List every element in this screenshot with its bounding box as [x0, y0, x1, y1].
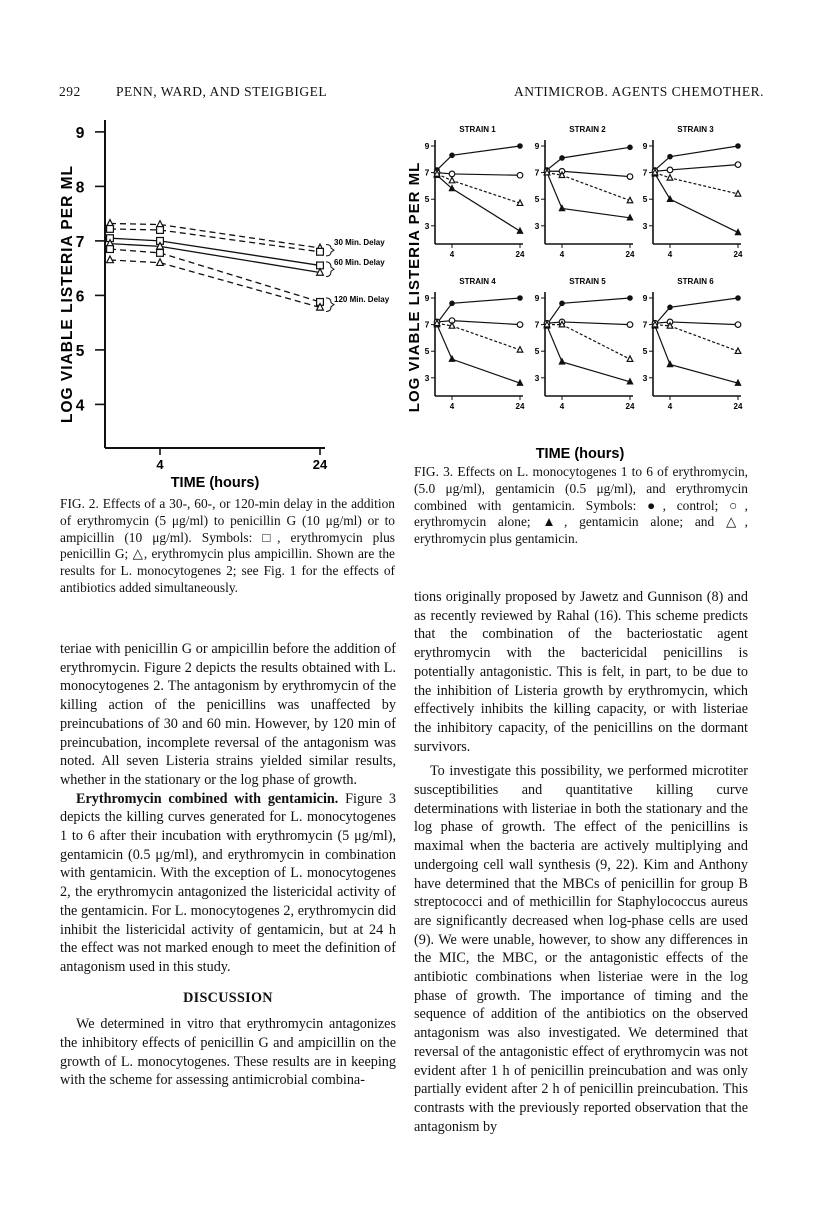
fig3-y-tick-label: 3: [534, 220, 540, 231]
fig3-data-point: [517, 380, 523, 385]
fig3-x-tick-label: 24: [625, 250, 635, 259]
fig3-data-point: [627, 322, 633, 328]
fig3-x-tick-label: 4: [667, 250, 673, 259]
fig3-caption-text: Effects on L. monocytogenes 1 to 6 of erythromycin, (5.0 μg/ml), gentamicin (0.5 μg/ml), and erythromycin combined with gentamicin. Symbols: ●, control; ○, erythromycin alone; ▲, gentamicin alone; and △, erythromycin plus gentamicin.: [414, 464, 748, 547]
fig3-x-tick-label: 4: [559, 250, 565, 259]
fig3-data-point: [449, 177, 455, 182]
right-paragraph-1: tions originally proposed by Jawetz and Gunnison (8) and as recently reviewed by Rahal (16). This scheme predicts that the combination of the bacteriostatic agent erythromycin with the bactericidal penicillins is potentially antagonistic. This is felt, in part, to be due to the inhibition of Listeria growth by erythromycin, which effectively inhibits the killing capacity, or with listeriae the inhibitory capacity, of the penicillins on the dormant survivors.: [414, 589, 748, 755]
fig3-y-tick-label: 5: [424, 194, 430, 205]
fig3-data-point: [449, 323, 455, 328]
fig3-data-point: [517, 200, 523, 205]
fig2-x-tick-label: 4: [156, 457, 164, 472]
fig3-data-point: [667, 167, 673, 173]
right-text-column: [414, 588, 748, 1136]
left-paragraph-1: teriae with penicillin G or ampicillin before the addition of erythromycin. Figure 2 depicts the results obtained with L. monocytogenes 2. The antagonism by erythromycin of the killing action of the penicillins was unaffected by preincubations of 30 and 60 min. However, by 120 min of preincubation, incomplete reversal of the antagonism was noted. All seven Listeria strains yielded similar results, whether in the stationary or the log phase of growth.: [60, 641, 396, 788]
fig3-data-point: [559, 301, 565, 307]
running-authors: PENN, WARD, AND STEIGBIGEL: [116, 84, 328, 99]
fig3-data-point: [517, 322, 523, 328]
fig3-x-tick-label: 4: [667, 402, 673, 411]
fig2-data-point: [157, 227, 164, 234]
fig2-y-tick-label: 9: [75, 124, 85, 142]
fig3-data-point: [627, 379, 633, 384]
fig3-y-tick-label: 9: [424, 141, 430, 151]
fig3-series-line: [655, 146, 738, 170]
fig3-x-tick-label: 24: [515, 402, 525, 411]
fig2-group-brace: [326, 262, 334, 277]
fig3-y-tick-label: 5: [642, 346, 648, 357]
fig3-series-line: [437, 175, 520, 231]
fig3-series-line: [547, 326, 630, 382]
fig3-data-point: [517, 347, 523, 352]
fig3-data-point: [449, 301, 455, 307]
fig3-panel-title: STRAIN 3: [677, 125, 714, 134]
fig3-panel: [425, 277, 525, 411]
fig2-series-line: [110, 244, 320, 273]
fig3-y-tick-label: 9: [534, 293, 540, 303]
journal-name: ANTIMICROB. AGENTS CHEMOTHER.: [514, 84, 765, 99]
fig3-data-point: [627, 174, 633, 180]
fig3-x-axis-label: TIME (hours): [535, 446, 625, 462]
fig3-y-tick-label: 7: [424, 319, 430, 330]
fig3-x-tick-label: 24: [733, 402, 743, 411]
fig2-label-30min: 30 Min. Delay: [334, 238, 385, 247]
discussion-heading: DISCUSSION: [183, 989, 273, 1006]
page-number: 292: [59, 84, 81, 99]
fig3-data-point: [667, 175, 673, 180]
fig3-series-line: [655, 326, 738, 383]
fig3-y-tick-label: 7: [642, 167, 648, 178]
fig3-panel-title: STRAIN 5: [569, 277, 606, 286]
left-paragraph-2-text: Figure 3 depicts the killing curves generated for L. monocytogenes 1 to 6 after their incubation with erythromycin (5 μg/ml), gentamicin (0.5 μg/ml), and erythromycin in combination with gentamicin. With the exception of L. monocytogenes 2, the erythromycin antagonized the listericidal activity of the gentamicin. For L. monocytogenes 2, erythromycin did inhibit the listericidal activity of gentamicin, but at 24 h the effect was not marked enough to meet the definition of antagonism used in this study.: [60, 790, 396, 975]
fig2-y-axis-label: LOG VIABLE LISTERIA PER ML: [59, 165, 76, 423]
fig3-data-point: [735, 229, 741, 234]
fig3-x-tick-label: 24: [625, 402, 635, 411]
fig3-panel-title: STRAIN 6: [677, 277, 714, 286]
fig3-data-point: [627, 295, 633, 301]
fig2-y-tick-label: 6: [75, 288, 85, 306]
fig3-y-tick-label: 7: [534, 319, 540, 330]
fig3-y-tick-label: 5: [534, 346, 540, 357]
fig3-x-tick-label: 24: [515, 250, 525, 259]
left-paragraph-3: We determined in vitro that erythromycin antagonizes the inhibitory effects of penicillin G and ampicillin on the growth of L. monocytogenes. These results are in keeping with the scheme for assessing antimicrobial combina-: [60, 1016, 396, 1089]
fig3-y-tick-label: 7: [424, 167, 430, 178]
fig3-caption: [414, 464, 748, 548]
fig2-caption: [60, 496, 395, 597]
fig3-panel: [535, 125, 635, 259]
fig3-data-point: [627, 145, 633, 151]
fig3-y-tick-label: 9: [642, 293, 648, 303]
section-runin-heading: Erythromycin combined with gentamicin.: [76, 790, 339, 807]
fig2-data-point: [317, 248, 324, 255]
fig3-x-tick-label: 4: [449, 402, 455, 411]
fig3-data-point: [627, 356, 633, 361]
fig3-data-point: [449, 171, 455, 177]
fig3-data-point: [667, 154, 673, 160]
fig2-group-brace: [326, 298, 334, 312]
fig3-series-line: [437, 146, 520, 170]
fig3-y-tick-label: 3: [642, 220, 648, 231]
fig3-data-point: [735, 295, 741, 301]
fig3-data-point: [735, 322, 741, 328]
fig3-y-tick-label: 9: [534, 141, 540, 151]
fig3-y-tick-label: 3: [642, 372, 648, 383]
fig3-y-tick-label: 3: [424, 372, 430, 383]
fig3-panel: [643, 277, 743, 411]
fig3-series-line: [437, 325, 520, 384]
fig2-group-brace: [326, 244, 334, 255]
fig3-y-tick-label: 5: [424, 346, 430, 357]
fig3-y-tick-label: 3: [534, 372, 540, 383]
fig3-series-line: [655, 174, 738, 233]
fig3-data-point: [627, 197, 633, 202]
fig3-panel-title: STRAIN 4: [459, 277, 496, 286]
fig3-y-tick-label: 5: [534, 194, 540, 205]
right-paragraph-2: To investigate this possibility, we performed microtiter susceptibilities and quantitative killing curve determinations with listeriae in both the stationary and the log phase of growth. The effect of the penicillins is maximal when the bacteria are actively multiplying and undergoing cell wall synthesis (9, 22). Kim and Anthony have determined that the MBCs of penicillin for group B streptococci and of methicillin for Staphylococcus aureus are significantly decreased when log-phase cells are used (9). We were unable, however, to show any differences in the MIC, the MBC, or the antagonistic effects of the antibiotic combinations when listeriae were in the log phase of growth. The importance of timing and the sequence of addition of the antibiotics on the observed antagonism was also investigated. We determined that reversal of the antagonistic effect of erythromycin was not evident after 1 h of penicillin preincubation and was only partially evident after 2 h of penicillin preincubation. This contrasts with the previously reported observation that the antagonism by: [414, 763, 748, 1135]
fig2-caption-text: Effects of a 30-, 60-, or 120-min delay in the addition of erythromycin (5 μg/ml) to penicillin G (10 μg/ml) or to ampicillin (10 μg/ml). Symbols: □, erythromycin plus penicillin G; △, erythromycin plus ampicillin. Shown are the results for L. monocytogenes 2; see Fig. 1 for the effects of antibiotics added simultaneously.: [60, 496, 395, 595]
fig3-panel: [425, 125, 525, 259]
fig2-label-120min: 120 Min. Delay: [334, 295, 390, 304]
fig3-panel-title: STRAIN 2: [569, 125, 606, 134]
fig3-x-tick-label: 4: [449, 250, 455, 259]
fig2-label-60min: 60 Min. Delay: [334, 258, 385, 267]
fig3-panel-title: STRAIN 1: [459, 125, 496, 134]
fig3-data-point: [735, 162, 741, 168]
fig3-data-point: [559, 359, 565, 364]
fig2-y-tick-label: 4: [75, 397, 85, 415]
fig3-y-tick-label: 5: [642, 194, 648, 205]
fig3-y-axis-label: LOG VIABLE LISTERIA PER ML: [406, 161, 423, 413]
fig2-series-line: [110, 223, 320, 248]
fig3-y-tick-label: 7: [642, 319, 648, 330]
fig2-data-point: [107, 256, 114, 263]
fig2-y-tick-label: 8: [75, 179, 85, 197]
fig2-y-tick-label: 5: [75, 342, 85, 360]
fig3-y-tick-label: 9: [642, 141, 648, 151]
fig3-data-point: [517, 295, 523, 301]
fig3-x-tick-label: 4: [559, 402, 565, 411]
fig3-data-point: [627, 215, 633, 220]
fig3-data-point: [449, 153, 455, 159]
fig3-y-tick-label: 9: [424, 293, 430, 303]
fig3-data-point: [667, 361, 673, 366]
fig3-x-tick-label: 24: [733, 250, 743, 259]
left-text-column: [60, 640, 396, 1090]
fig3-data-point: [735, 143, 741, 149]
fig3-data-point: [517, 172, 523, 178]
fig3-series-line: [547, 325, 630, 360]
fig3-data-point: [735, 191, 741, 196]
left-paragraph-2: [60, 790, 396, 977]
fig2-data-point: [107, 246, 114, 253]
fig2-y-tick-label: 7: [75, 233, 85, 251]
fig3-data-point: [735, 380, 741, 385]
fig3-y-tick-label: 3: [424, 220, 430, 231]
fig3-data-point: [559, 155, 565, 161]
fig3-data-point: [559, 205, 565, 210]
fig3-data-point: [449, 356, 455, 361]
fig3-series-line: [437, 174, 520, 203]
fig3-y-tick-label: 7: [534, 167, 540, 178]
fig2-data-point: [157, 249, 164, 256]
fig2-series-line: [110, 249, 320, 302]
figure-2-chart: [40, 112, 415, 497]
fig2-data-point: [107, 226, 114, 233]
fig3-series-line: [655, 173, 738, 194]
fig2-x-axis-label: TIME (hours): [170, 475, 260, 491]
fig3-data-point: [517, 228, 523, 233]
fig3-data-point: [667, 305, 673, 311]
fig3-caption-label: FIG. 3.: [414, 464, 454, 479]
fig3-data-point: [517, 143, 523, 149]
fig3-data-point: [735, 348, 741, 353]
figure-3-chart: [400, 112, 770, 467]
fig2-x-tick-label: 24: [312, 457, 328, 472]
fig2-data-point: [157, 259, 164, 266]
fig2-caption-label: FIG. 2.: [60, 496, 99, 511]
fig3-panel: [535, 277, 635, 411]
fig3-panel: [643, 125, 743, 259]
